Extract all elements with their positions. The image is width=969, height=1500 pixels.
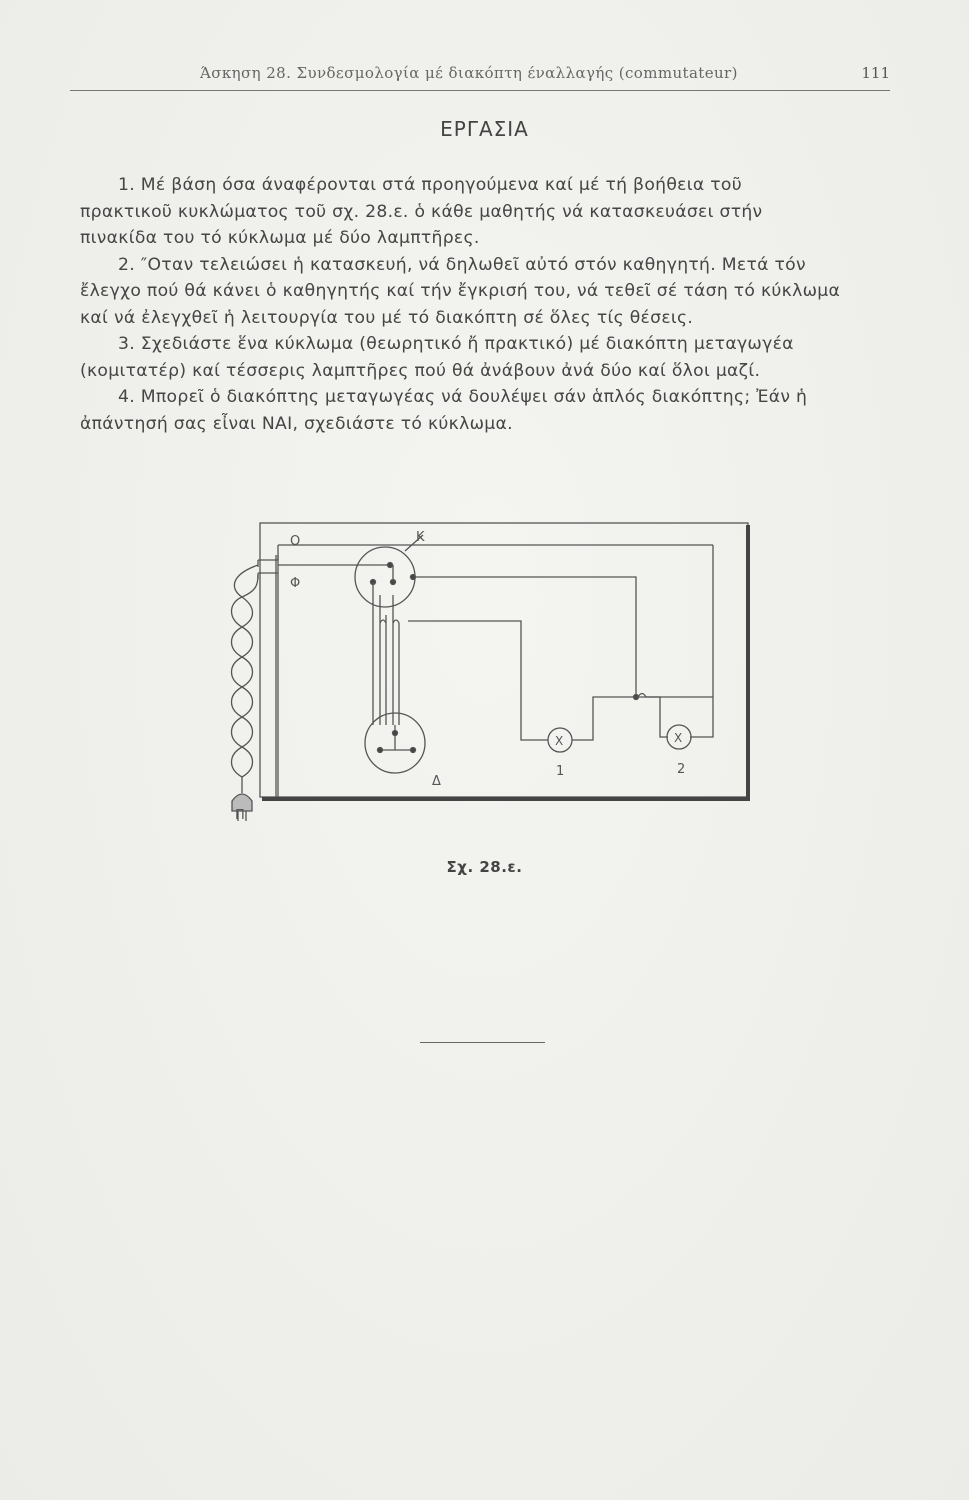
- twisted-cable: [232, 560, 259, 793]
- neutral-label: Ο: [290, 534, 301, 549]
- exercise-text: [80, 172, 910, 437]
- phase-label: Φ: [290, 576, 301, 591]
- figure-caption: Σχ. 28.ε.: [446, 858, 523, 876]
- text-line: πρακτικοῦ κυκλώματος τοῦ σχ. 28.ε. ὁ κάθε μαθητής νά κατασκευάσει στήν: [80, 201, 763, 222]
- supply-lines: [258, 545, 713, 797]
- text-line: 3. Σχεδιάστε ἕνα κύκλωμα (θεωρητικό ἤ πρακτικό) μέ διακόπτη μεταγωγέα: [118, 334, 794, 354]
- lamp-1-label: 1: [556, 764, 565, 779]
- text-line: ἔλεγχο πού θά κάνει ὁ καθηγητής καί τήν ἔγκρισή του, νά τεθεῖ σέ τάση τό κύκλωμα: [80, 281, 841, 301]
- lamp-2-symbol: X: [674, 731, 683, 745]
- running-header: [70, 62, 890, 91]
- text-line: (κομιτατέρ) καί τέσσερις λαμπτῆρες πού θά ἀνάβουν ἀνά δύο καί ὅλοι μαζί.: [80, 360, 761, 381]
- text-line: πινακίδα του τό κύκλωμα μέ δύο λαμπτῆρες.: [80, 228, 480, 248]
- wiring-diagram: [218, 515, 758, 825]
- changeover-switch: [355, 535, 423, 607]
- switch-label: Κ: [416, 530, 425, 545]
- running-title: Άσκηση 28. Συνδεσμολογία μέ διακόπτη έναλλαγής (commutateur): [200, 64, 738, 82]
- lamp-wiring: [408, 575, 713, 741]
- text-line: καί νά ἐλεγχθεῖ ἡ λειτουργία του μέ τό διακόπτη σέ ὅλες τίς θέσεις.: [80, 307, 694, 328]
- page-number: 111: [861, 64, 890, 82]
- switch-leads: [373, 582, 399, 725]
- text-line: ἀπάντησή σας εἶναι ΝΑΙ, σχεδιάστε τό κύκλωμα.: [80, 413, 513, 434]
- text-line: 2. ″Οταν τελειώσει ἡ κατασκευή, νά δηλωθεῖ αὐτό στόν καθηγητή. Μετά τόν: [118, 254, 806, 275]
- text-line: 4. Μπορεῖ ὁ διακόπτης μεταγωγέας νά δουλέψει σάν ἁπλός διακόπτης; Ἐάν ἡ: [118, 387, 808, 407]
- lamp-2-label: 2: [677, 762, 686, 777]
- text-line: 1. Μέ βάση όσα άναφέρονται στά προηγούμενα καί μέ τή βοήθεια τοῦ: [118, 175, 742, 195]
- section-title: ΕΡΓΑΣΙΑ: [440, 117, 529, 141]
- lamp-1-symbol: X: [555, 734, 564, 748]
- end-rule: [420, 1042, 545, 1043]
- junction-box: [365, 713, 425, 773]
- distributor-label: Δ: [432, 774, 441, 789]
- plug-label: Π: [235, 808, 245, 823]
